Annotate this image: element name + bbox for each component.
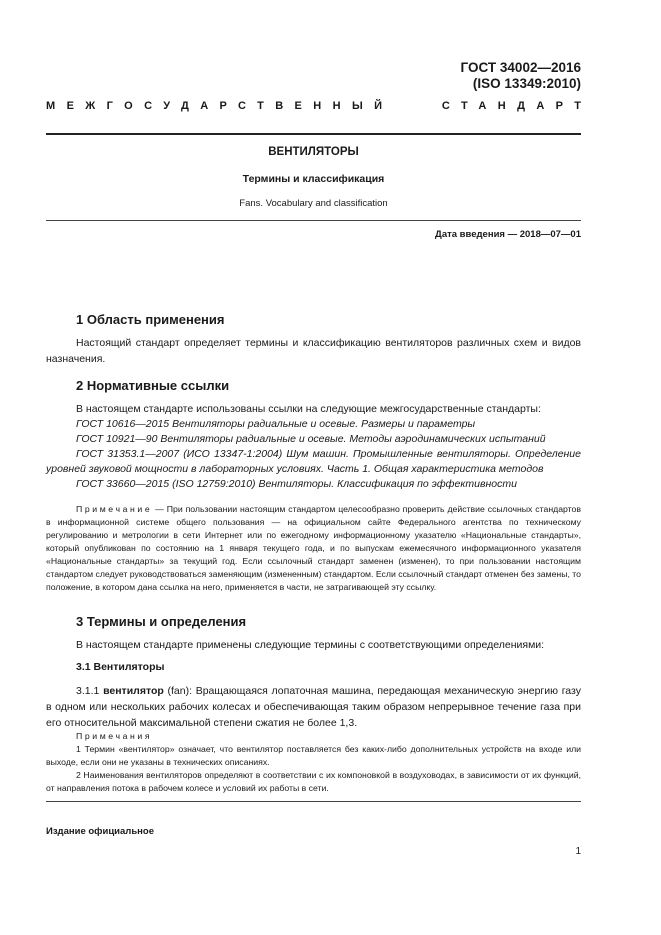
document-title: ВЕНТИЛЯТОРЫ bbox=[268, 146, 359, 158]
term-word: вентилятор bbox=[103, 685, 164, 697]
standard-label: СТАНДАРТ bbox=[441, 100, 593, 112]
footer-divider bbox=[46, 801, 581, 802]
gost-number: ГОСТ 34002—2016 bbox=[460, 60, 581, 75]
terms-intro: В настоящем стандарте применены следующие термины с соответствующими определениями: bbox=[76, 639, 545, 651]
introduction-date: Дата введения — 2018—07—01 bbox=[435, 229, 581, 240]
term-number: 3.1.1 bbox=[76, 685, 104, 697]
note-label: Примечание bbox=[76, 504, 153, 514]
section-3-heading: 3 Термины и определения bbox=[76, 614, 247, 629]
reference-item: ГОСТ 10921—90 Вентиляторы радиальные и осевые. Методы аэродинамических испытаний bbox=[76, 433, 546, 445]
page-number: 1 bbox=[575, 846, 581, 857]
reference-item: ГОСТ 10616—2015 Вентиляторы радиальные и осевые. Размеры и параметры bbox=[76, 418, 476, 430]
standard-designation bbox=[461, 60, 581, 92]
title-divider bbox=[46, 220, 581, 221]
term-definition bbox=[46, 683, 581, 731]
term-note-item: 1 Термин «вентилятор» означает, что вентилятор поставляется без каких-либо дополнительных устройств на входе или выходе, если они не указаны в технических описаниях. bbox=[46, 744, 581, 767]
definition-text: : Вращающаяся лопаточная машина, передающая механическую энергию газу в одном или нескольких рабочих колесах и обеспечивающая таким образом непрерывное течение газа при его относительной максимальной степени сжатия не более 1,3. bbox=[46, 685, 581, 729]
term-english: (fan) bbox=[163, 685, 190, 697]
section-2-note bbox=[46, 503, 581, 594]
reference-item: ГОСТ 33660—2015 (ISO 12759:2010) Вентиляторы. Классификация по эффективности bbox=[76, 478, 517, 490]
reference-item: ГОСТ 31353.1—2007 (ИСО 13347-1:2004) Шум машин. Промышленные вентиляторы. Определение уровней звуковой мощности в лабораторных условиях. Часть 1. Общая характеристика методов bbox=[46, 448, 581, 475]
note-text: — При пользовании настоящим стандартом целесообразно проверить действие ссылочных стандартов в информационной системе общего пользования — на официальном сайте Федерального агентства по техническому регулированию и метрологии в сети Интернет или по ежегодному информационному указателю «Национальные стандарты», который опубликован по состоянию на 1 января текущего года, и по выпускам ежемесячного информационного указателя «Национальные стандарты» за текущий год. Если ссылочный стандарт заменен (изменен), то при пользовании настоящим стандартом следует руководствоваться заменяющим (измененным) стандартом. Если ссылочный стандарт отменен без замены, то положение, в котором дана ссылка на него, применяется в части, не затрагивающей эту ссылку. bbox=[46, 504, 581, 592]
section-3-intro bbox=[46, 637, 581, 653]
reference-list bbox=[46, 417, 581, 492]
section-2-heading: 2 Нормативные ссылки bbox=[76, 378, 230, 393]
term-notes bbox=[46, 730, 581, 795]
iso-number: (ISO 13349:2010) bbox=[472, 76, 581, 91]
header-divider bbox=[46, 133, 581, 135]
document-subtitle: Термины и классификация bbox=[242, 173, 385, 185]
scope-paragraph: Настоящий стандарт определяет термины и классификацию вентиляторов различных схем и видов назначения. bbox=[46, 337, 581, 365]
section-1-heading: 1 Область применения bbox=[76, 312, 225, 327]
official-edition-label: Издание официальное bbox=[46, 826, 154, 837]
subsection-3-1-heading: 3.1 Вентиляторы bbox=[76, 661, 165, 673]
section-1-text bbox=[46, 335, 581, 367]
references-intro: В настоящем стандарте использованы ссылки на следующие межгосударственные стандарты: bbox=[76, 403, 541, 415]
notes-label: Примечания bbox=[76, 731, 153, 741]
term-note-item: 2 Наименования вентиляторов определяют в соответствии с их компоновкой в воздуховодах, в зависимости от их функций, от направления потока в рабочем колесе и условий их работы в сети. bbox=[46, 770, 581, 793]
section-2-intro bbox=[46, 401, 581, 417]
interstate-label: МЕЖГОСУДАРСТВЕННЫЙ bbox=[46, 100, 394, 112]
interstate-standard-banner bbox=[46, 100, 593, 112]
english-title: Fans. Vocabulary and classification bbox=[239, 198, 388, 209]
